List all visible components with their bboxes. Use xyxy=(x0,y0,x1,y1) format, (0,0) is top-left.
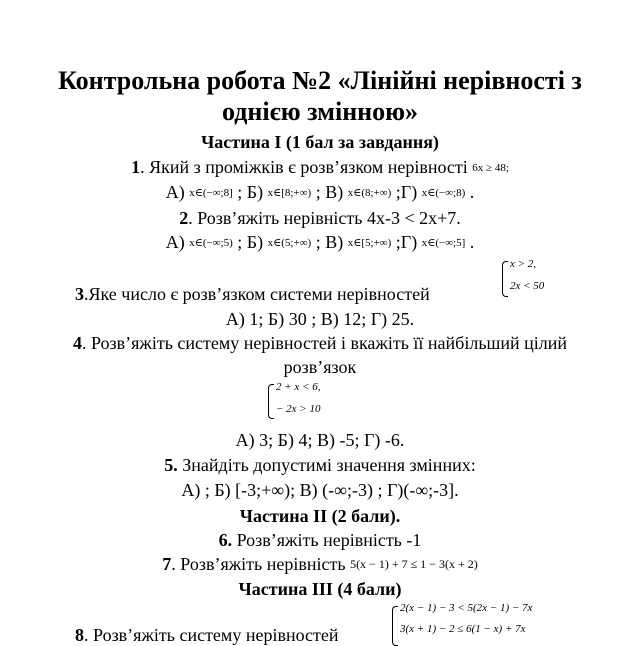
page-title xyxy=(0,66,640,96)
q8-system-brace xyxy=(392,606,398,646)
q1-option-d-math: x∈(−∞;8) xyxy=(421,187,466,199)
q3-system-brace xyxy=(502,261,508,297)
q2-option-c-math: x∈[5;+∞) xyxy=(347,237,392,249)
title-line-2: однією змінною» xyxy=(221,97,419,126)
part2-heading: Частина ІІ (2 бали). xyxy=(239,506,401,526)
q3-text: .Яке число є розв’язком системи нерівностей xyxy=(84,284,430,304)
q3-number: 3 xyxy=(75,284,84,304)
q2-option-a-label: А) xyxy=(165,232,185,252)
question-3 xyxy=(75,284,430,305)
q4-text: . Розв’яжіть систему нерівностей і вкажіть її найбільший цілий xyxy=(81,333,568,353)
q4-answers: А) 3; Б) 4; В) -5; Г) -6. xyxy=(235,430,405,450)
q8-text: . Розв’яжіть систему нерівностей xyxy=(84,625,339,645)
q6-text: Розв’яжіть нерівність -1 xyxy=(232,530,422,550)
q4-text-line-2: розв’язок xyxy=(283,357,357,377)
q3-system-line-1: x > 2, xyxy=(510,258,537,270)
q4-system-line-1: 2 + x < 6, xyxy=(276,381,321,393)
q5-answers: А) ; Б) [-3;+∞); В) (-∞;-3) ; Г)(-∞;-3]. xyxy=(181,480,459,500)
q1-option-a-label: А) xyxy=(165,182,185,202)
q5-number: 5. xyxy=(164,455,178,475)
question-1 xyxy=(0,157,640,178)
q2-text: . Розв’яжіть нерівність 4х-3 < 2х+7. xyxy=(188,208,461,228)
q2-options xyxy=(0,232,640,253)
q1-option-d-label: ;Г) xyxy=(395,182,418,202)
q2-options-end: . xyxy=(469,232,475,252)
question-2 xyxy=(0,208,640,229)
q2-option-c-label: ; В) xyxy=(315,232,344,252)
q3-system-line-2: 2x < 50 xyxy=(510,280,545,292)
q2-option-a-math: x∈(−∞;5) xyxy=(189,237,233,249)
page-title-line-2 xyxy=(0,97,640,127)
q8-system-line-2: 3(x + 1) − 2 ≤ 6(1 − x) + 7x xyxy=(400,623,526,635)
q5-text: Знайдіть допустимі значення змінних: xyxy=(177,455,476,475)
q1-options xyxy=(0,182,640,203)
title-line-1: Контрольна робота №2 «Лінійні нерівності з xyxy=(58,66,582,95)
q8-number: 8 xyxy=(75,625,84,645)
q1-options-end: . xyxy=(469,182,475,202)
q1-option-a-math: x∈(−∞;8] xyxy=(189,187,233,199)
q4-system-brace xyxy=(268,384,274,419)
q4-number: 4 xyxy=(72,333,82,353)
q2-number: 2 xyxy=(179,208,189,228)
q1-option-c-math: x∈(8;+∞) xyxy=(347,187,392,199)
q2-option-d-math: x∈(−∞;5] xyxy=(421,237,466,249)
q6-number: 6. xyxy=(218,530,233,550)
question-4 xyxy=(0,333,640,354)
q1-math: 6x ≥ 48; xyxy=(472,162,509,174)
q1-number: 1 xyxy=(131,157,141,177)
part1-heading: Частина І (1 бал за завдання) xyxy=(201,132,439,152)
q1-option-b-math: x∈[8;+∞) xyxy=(267,187,312,199)
q7-number: 7 xyxy=(162,554,172,574)
question-5 xyxy=(0,455,640,476)
question-6 xyxy=(0,530,640,551)
q1-option-c-label: ; В) xyxy=(315,182,344,202)
q2-option-b-math: x∈(5;+∞) xyxy=(267,237,312,249)
question-7 xyxy=(0,554,640,575)
q3-answers: А) 1; Б) 30 ; В) 12; Г) 25. xyxy=(225,309,415,329)
q7-math: 5(x − 1) + 7 ≤ 1 − 3(x + 2) xyxy=(350,557,478,571)
q1-option-b-label: ; Б) xyxy=(237,182,264,202)
q4-system-line-2: − 2x > 10 xyxy=(276,403,321,415)
question-8 xyxy=(75,625,339,646)
q2-option-d-label: ;Г) xyxy=(395,232,418,252)
q8-system-line-1: 2(x − 1) − 3 < 5(2x − 1) − 7x xyxy=(400,602,533,614)
q2-option-b-label: ; Б) xyxy=(237,232,264,252)
part3-heading: Частина ІІІ (4 бали) xyxy=(238,579,402,599)
q7-text: . Розв’яжіть нерівність xyxy=(171,554,346,574)
q1-text: . Який з проміжків є розв’язком нерівності xyxy=(140,157,468,177)
